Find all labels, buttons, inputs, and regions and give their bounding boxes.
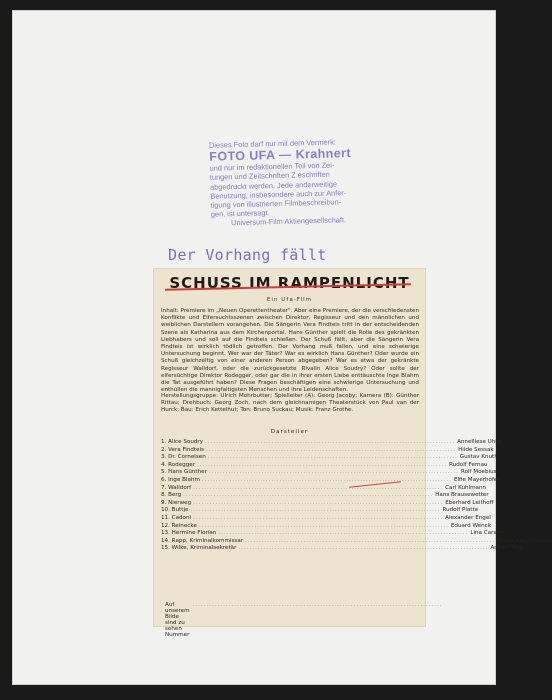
film-title: SCHUSS IM RAMPENLICHT: [169, 274, 410, 292]
cast-dots: ..........................................................................................: [245, 537, 496, 544]
cast-row: [161, 507, 479, 515]
cast-dots: ..........................................................................................: [197, 461, 448, 468]
stamped-title: Der Vorhang fällt: [168, 246, 327, 264]
cast-row: [161, 461, 488, 470]
cast-row: [161, 522, 491, 531]
cast-dots: ..........................................................................................: [205, 439, 456, 445]
stamp-line: Dieses Foto darf nur mit dem Vermerk:: [208, 137, 337, 150]
stamp-line: abgedruckt werden. Jede anderweitige: [209, 179, 338, 192]
cast-row: [161, 469, 497, 477]
cast-row: [161, 492, 489, 500]
cast-actor: Lina Carstens: [470, 530, 509, 537]
cast-role: 14. Rapp, Kriminalkommissar: [161, 537, 244, 544]
cast-actor: Volker van Collande: [497, 537, 552, 544]
film-subtitle: Ein Ufa-Film: [266, 297, 313, 303]
footer-dots: ..........................................................................................: [192, 602, 443, 608]
cast-dots: ..........................................................................................: [183, 492, 434, 499]
cast-role: 1. Alice Soudry: [161, 439, 204, 445]
cast-role: 4. Rodegger: [161, 461, 196, 468]
cast-role: 10. Buttje: [161, 507, 189, 514]
cast-actor: Elfie Mayerhofer: [453, 476, 500, 483]
cast-row: [161, 514, 491, 523]
cast-actor: Hans Brausewetter: [435, 492, 489, 499]
cast-role: 6. Inge Blahm: [161, 476, 200, 483]
stamp-line: Universum-Film Aktiengesellschaft.: [230, 215, 347, 228]
cast-heading: Darsteller: [270, 429, 309, 435]
cast-row: [161, 454, 498, 462]
cast-actor: Rudolf Fernau: [449, 461, 488, 468]
cast-row: [161, 530, 509, 538]
copyright-stamp: [209, 135, 421, 228]
cast-dots: ..........................................................................................: [193, 484, 444, 491]
stamp-line: und nur im redaktionellen Teil von Zei-: [209, 160, 335, 173]
cast-role: 15. Wilke, Kriminalsekretär: [161, 545, 237, 552]
stamp-line: gen, ist untersagt.: [210, 208, 270, 219]
cast-actor: Hilde Sessak: [458, 446, 494, 453]
credits: Herstellungsgruppe: Ulrich Mohrbutter; Spielleiter (A): Georg Jacoby; Kamera (B): Günther Rittau; Drehbuch: Georg Zoch, nach dem gleichnamigen Theaterstück von Paul van der Hurck; Bau: Erich Kettelhut; Ton: Bruno Suckau; Musik: Franz Grothe.: [161, 393, 419, 414]
cast-role: 13. Hermine Florian: [161, 530, 217, 537]
cast-role: 8. Berg: [161, 492, 182, 499]
cast-dots: ..........................................................................................: [190, 507, 441, 514]
stamp-line: Benutzung, insbesondere auch zur Anfer-: [210, 187, 347, 201]
cast-row: [161, 545, 524, 553]
cast-role: 12. Reinecke: [161, 522, 197, 529]
cast-list: [161, 439, 552, 553]
cast-role: 9. Nierweg: [161, 499, 192, 506]
cast-actor: Annelliese Uhlig: [457, 439, 502, 445]
cast-row: [161, 499, 494, 508]
cast-dots: ..........................................................................................: [208, 469, 459, 476]
cast-role: 5. Hans Günther: [161, 469, 207, 476]
footer-text: Auf unserem Bilde sind zu sehen Nummer: [165, 602, 190, 638]
cast-actor: Aribert Mog: [490, 545, 524, 552]
cast-row: [161, 446, 494, 455]
cast-actor: Rolf Moebius: [460, 469, 497, 476]
cast-dots: ..........................................................................................: [206, 446, 457, 453]
cast-actor: Rudolf Platte: [442, 507, 479, 514]
cast-dots: ..........................................................................................: [193, 499, 444, 506]
cast-row: [161, 439, 502, 447]
cast-role: 11. Cadoni: [161, 514, 192, 521]
cast-actor: Carl Kuhlmann: [445, 484, 487, 491]
cast-dots: ..........................................................................................: [218, 530, 469, 537]
stamp-line: tungen und Zeitschriften Z eschriften: [209, 170, 330, 183]
cast-role: 3. Dr. Cornelsen: [161, 454, 206, 461]
stamp-credit: FOTO UFA — Krahnert: [209, 146, 352, 164]
cast-actor: Eduard Wenck: [450, 522, 491, 529]
cast-dots: ..........................................................................................: [198, 522, 449, 529]
cast-role: 7. Walldorf: [161, 484, 192, 491]
footer-line: [165, 602, 443, 638]
cast-actor: Gustav Knuth: [459, 454, 498, 461]
cast-actor: Eberhard Leithoff: [445, 499, 494, 506]
cast-role: 2. Vera Findteis: [161, 446, 205, 453]
synopsis: Inhalt: Premiere im „Neuen Operettentheater". Aber eine Premiere, der die verschiedensten Konflikte und Eifersuchtsszenen zwischen Direktor, Regisseur und den männlichen und weiblichen Darstellern vorangehen. Die Sängerin Vera Findteis tritt in der entscheidenden Szene als Katharina aus dem Kirchenportal. Hans Günther spielt die Rolle des gekränkten Liebhabers und soll auf die Findteis schießen. Der Schuß fällt, aber die Sängerin Vera Findteis ist wirklich tödlich getroffen. Der Vorhang muß fallen, und eine schwierige Untersuchung beginnt. Wer war der Täter? War es wirklich Hans Günther? Oder wurde ein Schuß gleichzeitig von einer anderen Person abgegeben? War es etwa der gekränkte Regisseur Walldorf, oder die zurückgesetzte Rivalin Alice Soudry? Oder sollte der eifersüchtige Direktor Rodegger, oder gar die in ihrer ersten Liebe enttäuschte Inge Blahm die Tat ausgeführt haben? Diese Fragen beschäftigen eine schwierige Untersuchung und enthüllen die mannigfaltigsten Menschen und ihre Leidenschaften.: [161, 308, 419, 394]
cast-row: [161, 537, 552, 546]
cast-actor: Alexander Engel: [445, 514, 491, 521]
cast-dots: ..........................................................................................: [207, 454, 458, 461]
cast-row: [161, 484, 487, 493]
cast-dots: ..........................................................................................: [238, 545, 489, 552]
film-clipping: [153, 268, 552, 638]
stamp-line: tigung von illustrierten Filmbeschreibun-: [210, 197, 342, 210]
cast-dots: ..........................................................................................: [201, 476, 452, 483]
cast-dots: ..........................................................................................: [193, 514, 444, 521]
